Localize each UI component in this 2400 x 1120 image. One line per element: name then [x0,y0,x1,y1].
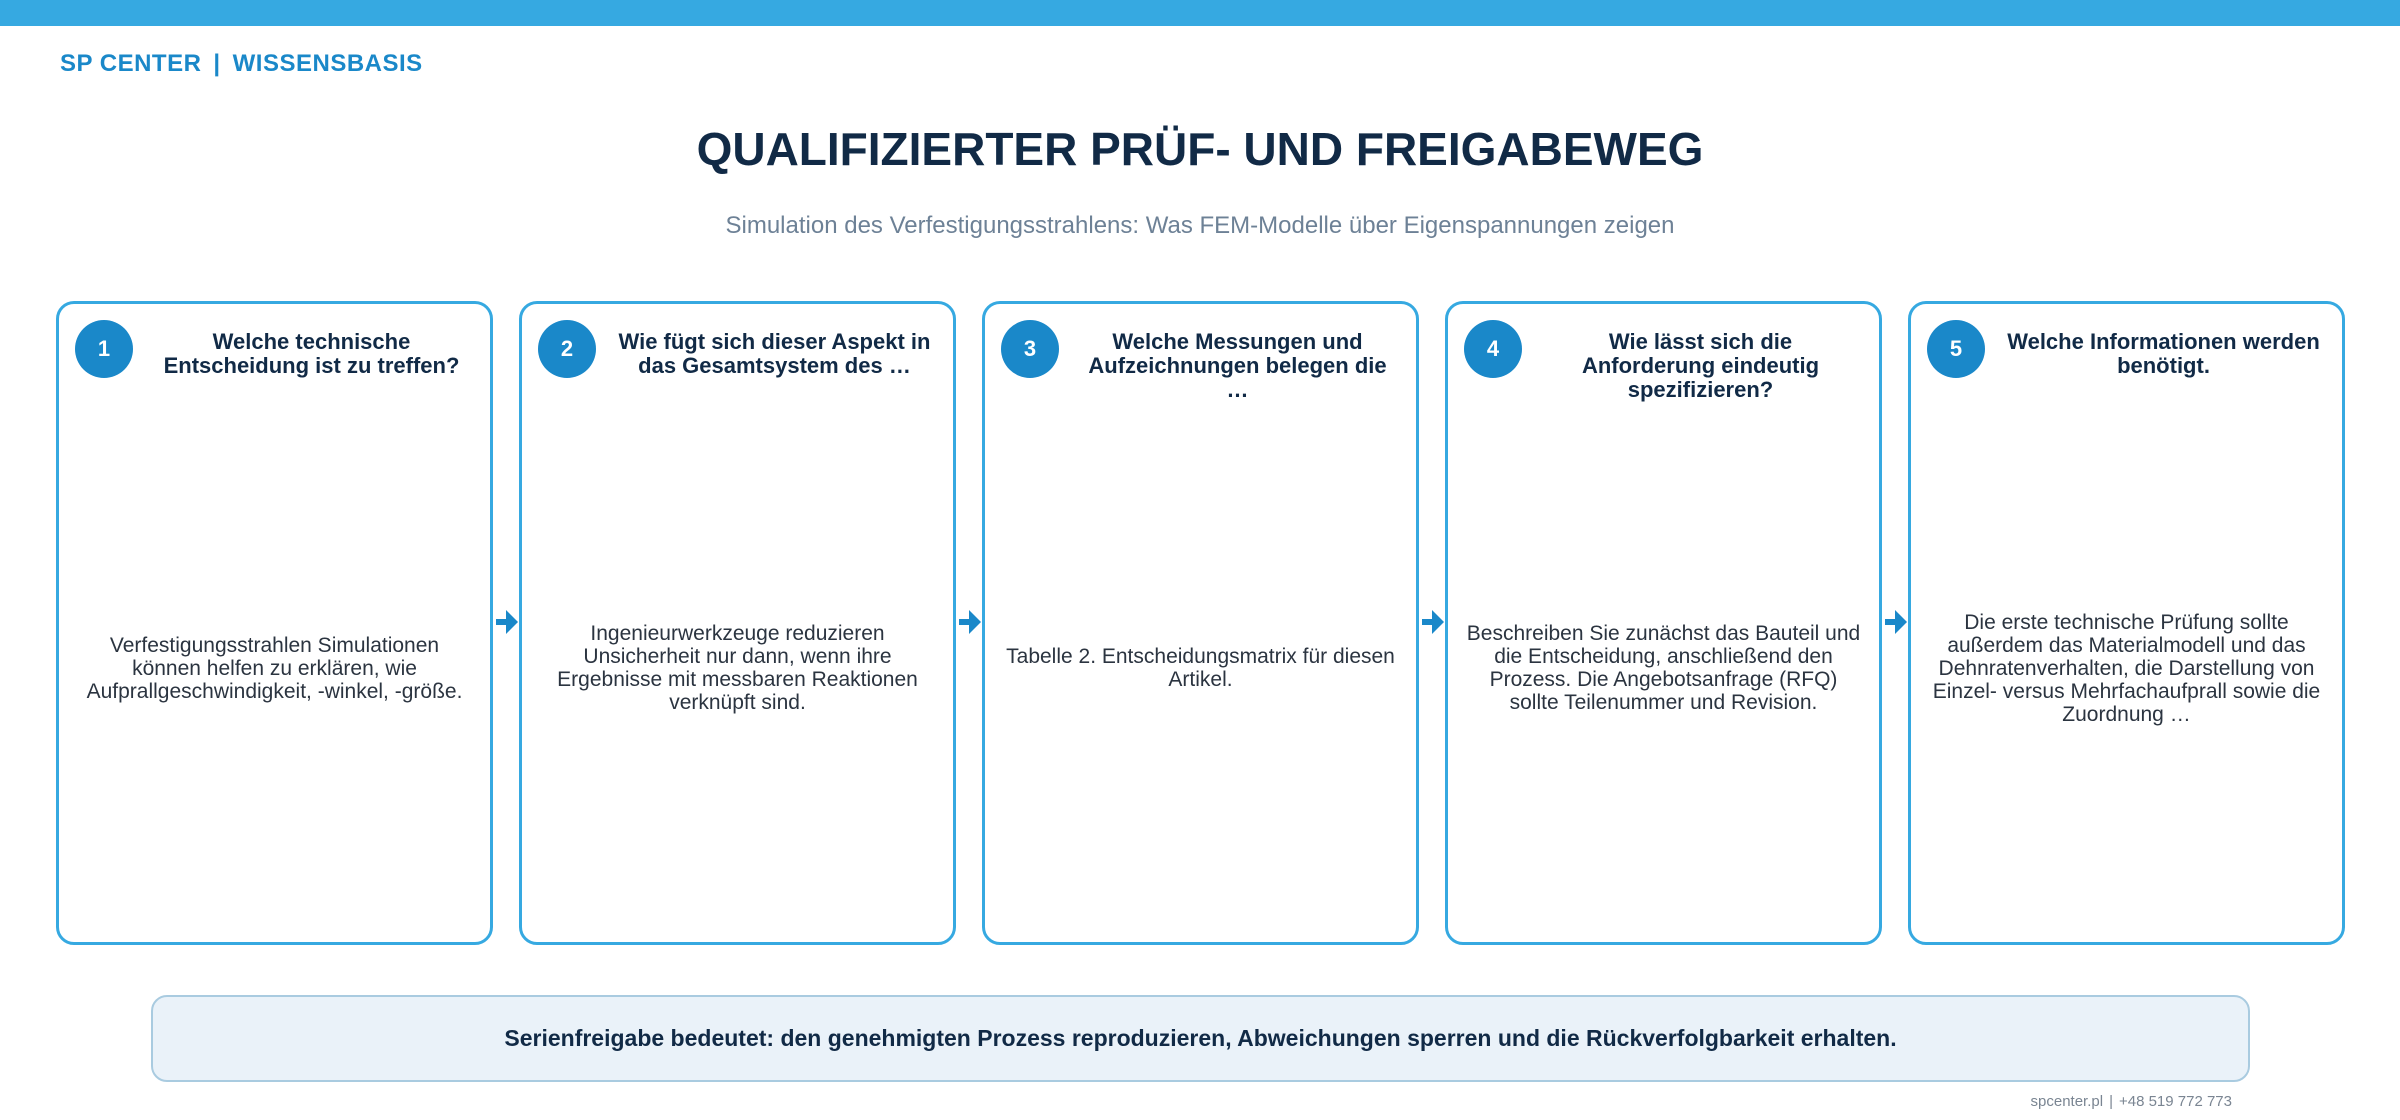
step-number-badge: 2 [538,320,596,378]
flow-arrow-icon [496,610,518,634]
step-body: Ingenieurwerkzeuge reduzieren Unsicherheit nur dann, wenn ihre Ergebnisse mit messbaren Reaktionen verknüpft sind. [557,622,918,714]
step-number-badge: 5 [1927,320,1985,378]
step-title: Wie fügt sich dieser Aspekt in das Gesamtsystem des … [618,329,931,378]
flow-arrow-icon [959,610,981,634]
step-body: Verfestigungsstrahlen Simulationen können helfen zu erklären, wie Aufprallgeschwindigkeit, -winkel, -größe. [86,633,463,703]
step-card-2 [519,301,956,945]
step-title: Welche Messungen und Aufzeichnungen belegen die … [1088,329,1387,402]
page-title: QUALIFIZIERTER PRÜF- UND FREIGABEWEG [696,123,1704,175]
step-title: Welche technische Entscheidung ist zu treffen? [163,329,460,378]
step-number-badge: 1 [75,320,133,378]
flow-arrow-icon [1885,610,1907,634]
website-link[interactable]: spcenter.pl [2030,1093,2104,1110]
step-body: Tabelle 2. Entscheidungsmatrix für diesen Artikel. [1006,645,1395,691]
step-card-3 [982,301,1419,945]
brand-section: WISSENSBASIS [232,50,423,77]
summary-text: Serienfreigabe bedeutet: den genehmigten Prozess reproduzieren, Abweichungen sperren und die Rückverfolgbarkeit erhalten. [504,1025,1897,1051]
brand-header [60,50,423,78]
flow-arrow-icon [1422,610,1444,634]
summary-box [151,995,2250,1082]
step-card-4 [1445,301,1882,945]
contact-separator: | [2109,1093,2113,1110]
brand-name: SP CENTER [60,50,202,77]
step-body: Beschreiben Sie zunächst das Bauteil und die Entscheidung, anschließend den Prozess. Die Angebotsanfrage (RFQ) sollte Teilenummer und Revision. [1466,622,1861,714]
top-accent-bar [0,0,2400,26]
step-title: Wie lässt sich die Anforderung eindeutig spezifizieren? [1581,329,1820,402]
step-body: Die erste technische Prüfung sollte außerdem das Materialmodell und das Dehnratenverhalten, die Darstellung von Einzel- versus Mehrfachaufprall sowie die Zuordnung … [1932,610,2321,726]
step-number-badge: 3 [1001,320,1059,378]
page-subtitle: Simulation des Verfestigungsstrahlens: Was FEM-Modelle über Eigenspannungen zeigen [725,212,1675,239]
step-card-5 [1908,301,2345,945]
phone-number: +48 519 772 773 [2118,1093,2232,1110]
step-title: Welche Informationen werden benötigt. [2007,329,2320,378]
step-number-badge: 4 [1464,320,1522,378]
brand-separator: | [213,50,221,77]
contact-info [2031,1093,2232,1110]
step-card-1 [56,301,493,945]
